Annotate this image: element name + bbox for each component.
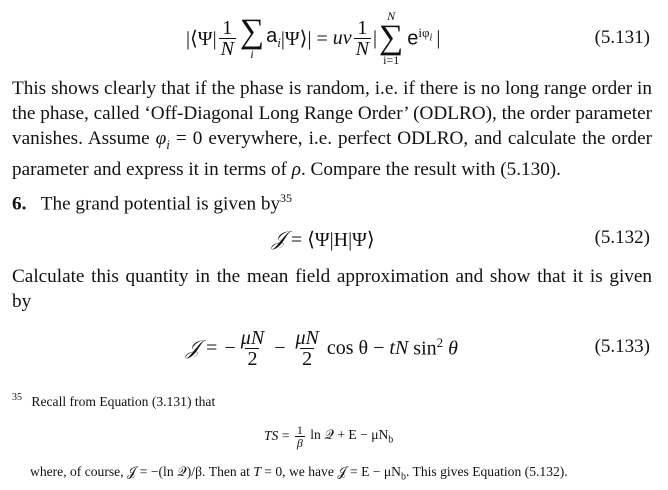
eq131-lhs-close: |Ψ⟩| = (280, 27, 333, 50)
paragraph-mean-field-line-2: by (12, 291, 32, 312)
footnote-35-text: Recall from Equation (3.131) that (31, 393, 216, 409)
eq131-sum: ∑ i (239, 12, 265, 62)
paragraph-odlro (12, 76, 652, 182)
eq131-bar-left: | (373, 26, 378, 49)
eq131-bar-right: | (436, 26, 441, 49)
eq131-operator: $a_i$ (266, 25, 281, 50)
paragraph-odlro-line-4: parameter and express it in terms of ρ. Compare the result with (5.130). (12, 158, 561, 180)
eq131-rhs-fraction: $\frac{1}{N}$ (355, 16, 370, 60)
paragraph-mean-field (12, 264, 652, 314)
eq131-lhs-open: |⟨Ψ| (186, 27, 217, 50)
footnote-ref-35[interactable]: 35 (280, 191, 293, 205)
equation-5-131 (0, 6, 668, 70)
eq132-lhs: 𝒥 (272, 227, 286, 250)
footnote-35-line-1 (12, 392, 652, 414)
paragraph-odlro-line-1: This shows clearly that if the phase is random, i.e. if there is no long range order in (12, 78, 652, 99)
eq131-sum-2: N ∑ i=1 (379, 8, 404, 68)
eq133-lhs: 𝒥 = − (186, 336, 237, 359)
eq133-minus: − (274, 336, 286, 359)
equation-5-132 (0, 224, 668, 254)
eq131-number: (5.131) (594, 27, 650, 48)
exercise-6-number: 6. (12, 193, 27, 215)
eq133-fraction-1: $\frac{\mu N}{2}$ (240, 326, 265, 370)
paragraph-odlro-line-2: the phase, called ‘Off-Diagonal Long Range Order’ (ODLRO), the order parameter (12, 103, 652, 124)
exercise-6-text: The grand potential is given by (40, 193, 281, 215)
eq132-rhs: = ⟨Ψ|H|Ψ⟩ (285, 228, 375, 251)
footnote-35-mark: 35 (12, 392, 22, 403)
eq133-sin: $\sin^2 \theta$ (408, 335, 458, 360)
exercise-6 (12, 186, 652, 216)
eq131-fraction: $\frac{1}{N}$ (220, 16, 234, 60)
eq133-cos: cos θ − (326, 336, 390, 359)
paragraph-odlro-line-3: vanishes. Assume $\varphi_i = 0$ everywhere, i.e. perfect ODLRO, and calculate the order (12, 128, 652, 152)
equation-5-133 (0, 322, 668, 374)
eq133-fraction-2: $\frac{\mu N}{2}$ (295, 326, 319, 370)
footnote-35-equation: TS = $\frac{1}{\beta}$ ln 𝒬 + $E - \mu N_b$ (264, 422, 394, 450)
eq131-exponential: $e^{i\varphi_i}$ (407, 25, 433, 50)
eq133-number: (5.133) (594, 336, 650, 357)
eq131-uv: uv (332, 26, 352, 49)
footnote-35 (12, 392, 652, 483)
eq132-number: (5.132) (594, 227, 650, 248)
paragraph-mean-field-line-1: Calculate this quantity in the mean field approximation and show that it is given (12, 266, 652, 287)
footnote-35-line-2: where, of course, 𝒥 = −(ln 𝒬)/β. Then at T = 0, we have 𝒥 = $E - \mu N_b$. This gives Equation (5.132). (30, 464, 568, 483)
eq133-tN: tN (389, 336, 409, 359)
